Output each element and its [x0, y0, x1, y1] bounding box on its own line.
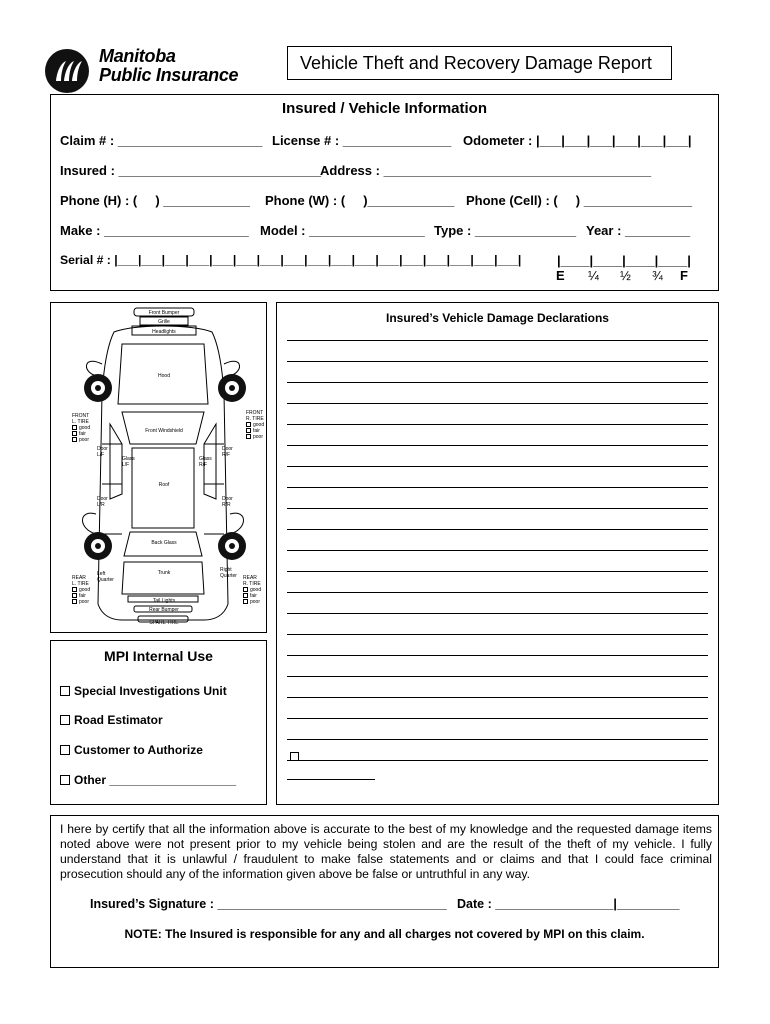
rear-right-tire-check: [243, 575, 261, 605]
label-glass-lf: Glass L/F: [122, 456, 135, 468]
fuel-gauge-marks[interactable]: |____|____|____|____|: [557, 253, 691, 268]
claim-field[interactable]: Claim # : ____________________: [60, 133, 263, 148]
date-field[interactable]: Date : _________________|_________: [457, 897, 680, 911]
phone-work-field[interactable]: Phone (W) : ( )____________: [265, 193, 455, 208]
label-door-rf: Door R/F: [222, 446, 233, 458]
label-front-windshield: Front Windshield: [145, 428, 183, 434]
phone-home-field[interactable]: Phone (H) : ( ) ____________: [60, 193, 251, 208]
fuel-label-half: ½: [620, 268, 631, 283]
report-title: Vehicle Theft and Recovery Damage Report: [287, 46, 672, 80]
tire-good-checkbox[interactable]: good: [72, 425, 90, 431]
label-rear-bumper: Rear Bumper: [149, 607, 179, 613]
checkbox-icon[interactable]: [60, 775, 70, 785]
option-customer-to-authorize[interactable]: Customer to Authorize: [60, 743, 203, 757]
license-field[interactable]: License # : _______________: [272, 133, 452, 148]
certification-text: I here by certify that all the information above is accurate to the best of my knowledge and the requested damage items noted above were not present prior to my vehicle being stolen and are the result of the theft of my vehicle. I fully understand that it is unlawful / fraudulent to make false statements and or claims and that I could face criminal prosecution should any of the information given above be false or untruthful in any way.: [60, 822, 712, 881]
declarations-title: Insured’s Vehicle Damage Declarations: [386, 311, 609, 325]
phone-cell-field[interactable]: Phone (Cell) : ( ) _______________: [466, 193, 693, 208]
front-left-tire-check: [72, 413, 90, 443]
fuel-label-quarter: ¼: [588, 268, 599, 283]
mpi-internal-title: MPI Internal Use: [104, 648, 213, 664]
checkbox-icon[interactable]: [60, 745, 70, 755]
label-back-glass: Back Glass: [151, 540, 177, 546]
logo-line1: Manitoba: [99, 46, 176, 66]
tire-poor-checkbox[interactable]: poor: [72, 599, 90, 605]
label-left-quarter: Left Quarter: [97, 571, 114, 583]
serial-field[interactable]: Serial # : |___|___|___|___|___|___|___|___|___|___|___|___|___|___|___|___|___|: [60, 253, 522, 267]
tire-poor-checkbox[interactable]: poor: [72, 437, 90, 443]
label-door-rr: Door R/R: [222, 496, 233, 508]
checkbox-icon[interactable]: [60, 686, 70, 696]
address-field[interactable]: Address : _____________________________________: [320, 163, 652, 178]
option-other[interactable]: Other ___________________: [60, 773, 236, 787]
rear-right-tire-title: REAR R. TIRE: [243, 575, 261, 587]
tire-good-checkbox[interactable]: good: [246, 422, 264, 428]
label-roof: Roof: [158, 482, 170, 488]
fuel-label-three-quarter: ¾: [652, 268, 663, 283]
fuel-label-empty: E: [556, 268, 565, 283]
tire-fair-checkbox[interactable]: fair: [246, 428, 264, 434]
insured-section-title: Insured / Vehicle Information: [281, 100, 488, 117]
year-field[interactable]: Year : _________: [586, 223, 691, 238]
declaration-checkbox[interactable]: [290, 752, 299, 761]
label-grille: Grille: [158, 319, 170, 325]
label-trunk: Trunk: [157, 570, 171, 576]
signature-field[interactable]: Insured’s Signature : _________________________________: [90, 897, 447, 911]
label-door-lf: Door L/F: [97, 446, 108, 458]
type-field[interactable]: Type : ______________: [434, 223, 577, 238]
front-right-tire-check: [246, 410, 264, 440]
tire-poor-checkbox[interactable]: poor: [246, 434, 264, 440]
responsibility-note: NOTE: The Insured is responsible for any and all charges not covered by MPI on this claim.: [124, 927, 645, 941]
front-right-tire-title: FRONT R. TIRE: [246, 410, 264, 422]
mpi-logo-icon: [45, 49, 89, 93]
logo-wordmark: [99, 47, 238, 85]
make-field[interactable]: Make : ____________________: [60, 223, 249, 238]
tire-good-checkbox[interactable]: good: [243, 587, 261, 593]
tire-good-checkbox[interactable]: good: [72, 587, 90, 593]
tire-poor-checkbox[interactable]: poor: [243, 599, 261, 605]
odometer-field[interactable]: Odometer : |___|___|___|___|___|___|: [463, 133, 692, 148]
fuel-label-full: F: [680, 268, 688, 283]
model-field[interactable]: Model : ________________: [260, 223, 425, 238]
tire-fair-checkbox[interactable]: fair: [72, 593, 90, 599]
label-glass-rf: Glass R/F: [199, 456, 212, 468]
label-tail-lights: Tail Lights: [152, 598, 176, 604]
tire-fair-checkbox[interactable]: fair: [72, 431, 90, 437]
rear-left-tire-check: [72, 575, 90, 605]
option-road-estimator[interactable]: Road Estimator: [60, 713, 163, 727]
declarations-lines[interactable]: [287, 340, 708, 780]
insured-name-field[interactable]: Insured : ____________________________: [60, 163, 321, 178]
tire-fair-checkbox[interactable]: fair: [243, 593, 261, 599]
option-special-investigations[interactable]: Special Investigations Unit: [60, 684, 227, 698]
label-spare-tire: SPARE TIRE: [149, 620, 179, 626]
rear-left-tire-title: REAR L. TIRE: [72, 575, 89, 587]
front-left-tire-title: FRONT L. TIRE: [72, 413, 90, 425]
label-door-lr: Door L/R: [97, 496, 108, 508]
label-front-bumper: Front Bumper: [148, 310, 180, 316]
logo-line2: Public Insurance: [99, 65, 239, 85]
label-right-quarter: Right Quarter: [220, 567, 237, 579]
label-headlights: Headlights: [152, 329, 176, 335]
checkbox-icon[interactable]: [60, 715, 70, 725]
label-hood: Hood: [158, 373, 170, 379]
